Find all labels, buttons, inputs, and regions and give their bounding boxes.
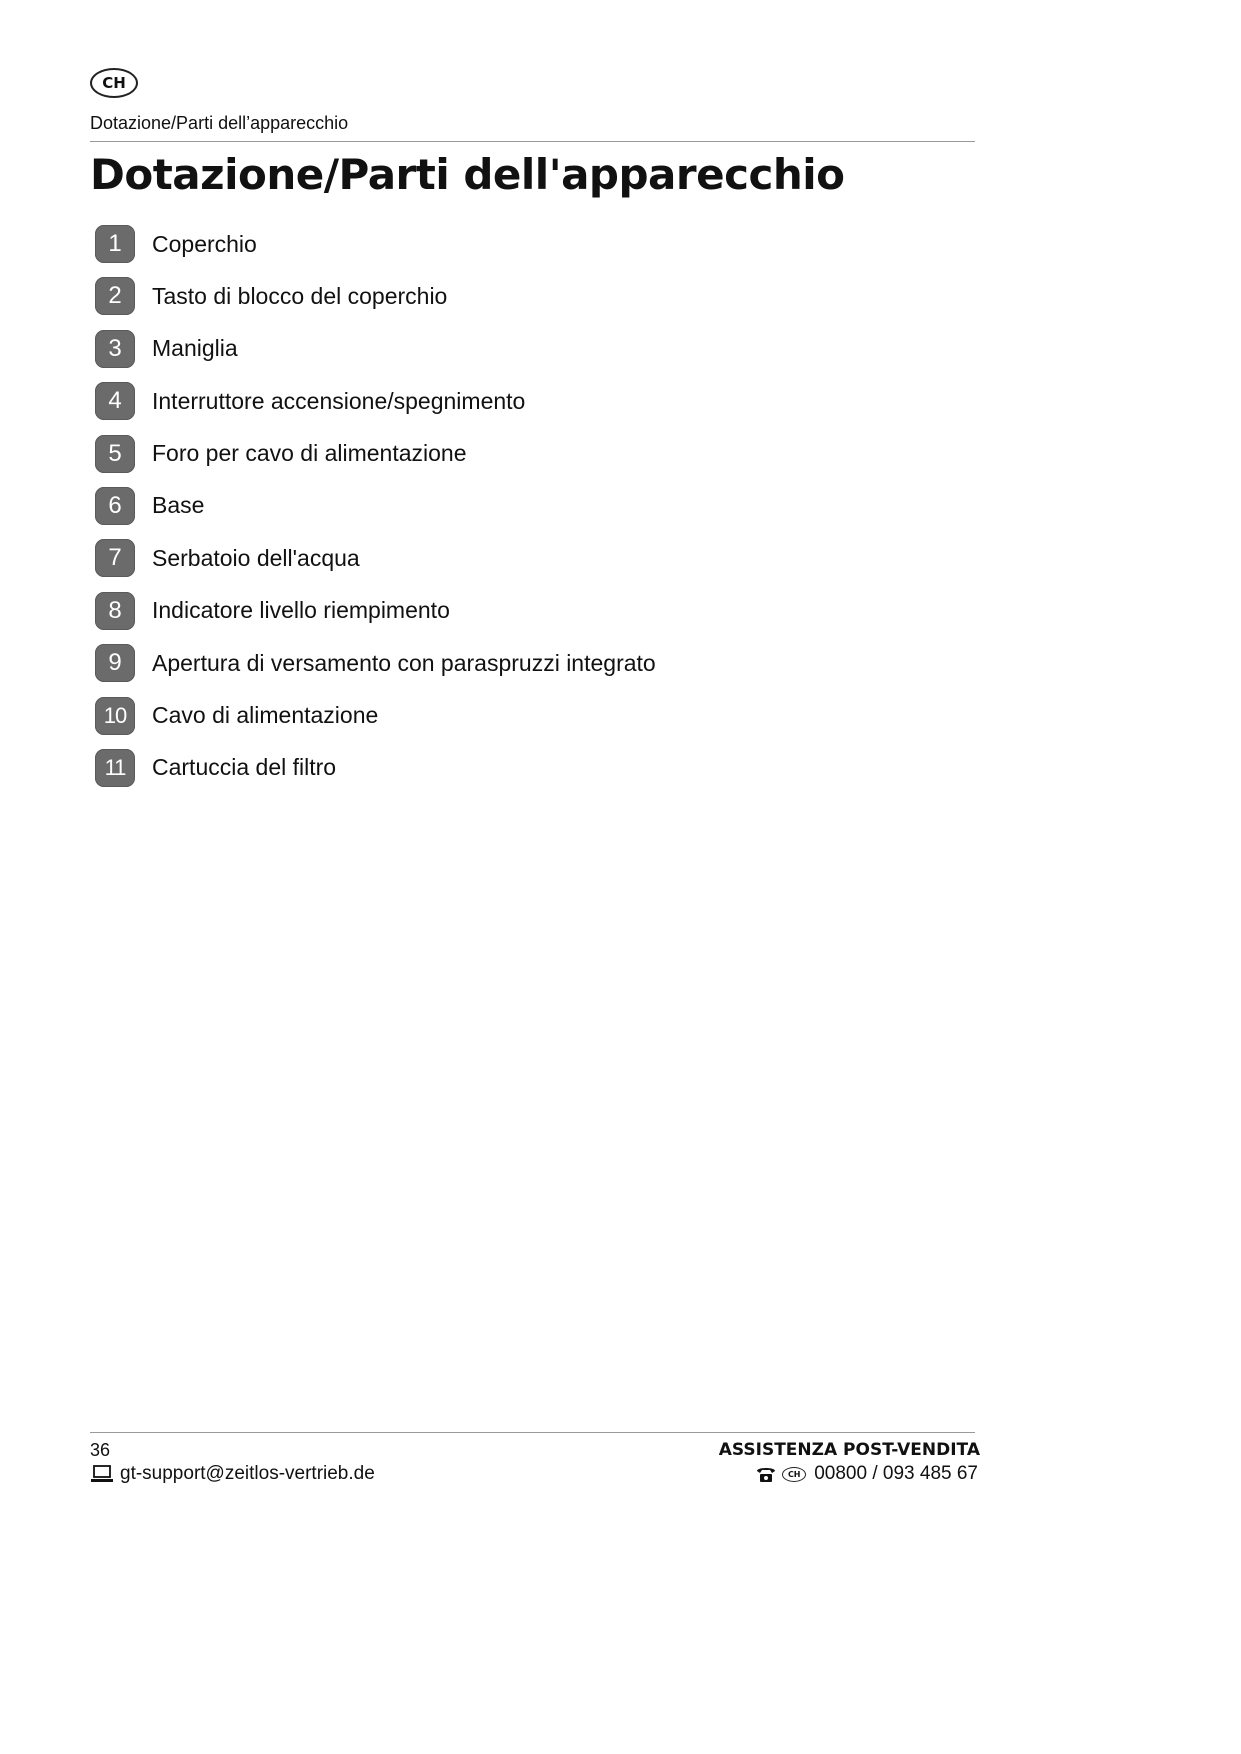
- part-label: Coperchio: [152, 230, 257, 257]
- service-phone: [755, 1463, 978, 1485]
- part-number-badge: 5: [95, 435, 135, 473]
- part-label: Foro per cavo di alimentazione: [152, 440, 467, 467]
- part-number-badge: 10: [95, 697, 135, 735]
- part-number-badge: 2: [95, 277, 135, 315]
- list-item: [95, 486, 656, 526]
- page-number: 36: [90, 1440, 111, 1460]
- parts-list: [95, 224, 656, 800]
- part-label: Indicatore livello riempimento: [152, 597, 450, 624]
- list-item: [95, 381, 656, 421]
- part-label: Tasto di blocco del coperchio: [152, 282, 448, 309]
- part-label: Cartuccia del filtro: [152, 754, 337, 781]
- service-title: ASSISTENZA POST-VENDITA: [718, 1440, 980, 1460]
- list-item: [95, 224, 656, 264]
- part-label: Maniglia: [152, 335, 238, 362]
- part-number-badge: 3: [95, 330, 135, 368]
- telephone-icon: [755, 1465, 777, 1483]
- list-item: [95, 276, 656, 316]
- support-email: [90, 1463, 375, 1485]
- laptop-icon: [90, 1464, 114, 1484]
- list-item: [95, 329, 656, 369]
- list-item: [95, 591, 656, 631]
- list-item: [95, 643, 656, 683]
- part-number-badge: 11: [95, 749, 135, 787]
- part-label: Cavo di alimentazione: [152, 702, 379, 729]
- support-email-text: gt-support@zeitlos-vertrieb.de: [120, 1463, 375, 1484]
- part-label: Base: [152, 492, 205, 519]
- part-number-badge: 6: [95, 487, 135, 525]
- header-divider: [90, 141, 975, 142]
- list-item: [95, 538, 656, 578]
- list-item: [95, 748, 656, 788]
- list-item: [95, 434, 656, 474]
- footer-divider: [90, 1432, 975, 1433]
- part-label: Serbatoio dell'acqua: [152, 544, 360, 571]
- country-badge-small: CH: [782, 1467, 806, 1482]
- part-number-badge: 4: [95, 382, 135, 420]
- country-badge: CH: [90, 68, 138, 98]
- running-header: Dotazione/Parti dell’apparecchio: [90, 113, 349, 133]
- part-number-badge: 8: [95, 592, 135, 630]
- list-item: [95, 696, 656, 736]
- page-title: Dotazione/Parti dell'apparecchio: [90, 150, 845, 199]
- phone-number: 00800 / 093 485 67: [814, 1463, 978, 1484]
- part-number-badge: 1: [95, 225, 135, 263]
- part-number-badge: 7: [95, 539, 135, 577]
- part-label: Interruttore accensione/spegnimento: [152, 387, 526, 414]
- part-number-badge: 9: [95, 644, 135, 682]
- part-label: Apertura di versamento con paraspruzzi integrato: [152, 649, 656, 676]
